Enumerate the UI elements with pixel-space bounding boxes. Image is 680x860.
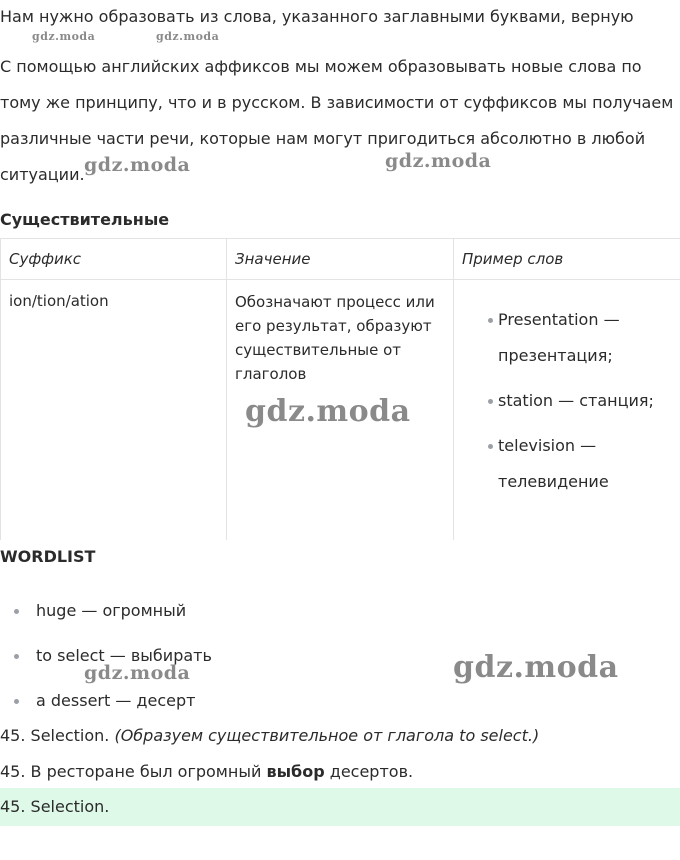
intro-paragraph: С помощью английских аффиксов мы можем образовывать новые слова по тому же принципу, что и в русском. В зависимости от суффиксов мы получаем различные части речи, которые нам могут пригодиться абсолютно в любой ситуации. <box>0 57 674 184</box>
list-item: station — станция; <box>462 383 672 419</box>
list-item: huge — огромный <box>0 593 400 638</box>
wordlist-heading: WORDLIST <box>0 547 96 566</box>
list-item: a dessert — десерт <box>0 683 400 728</box>
watermark: gdz.moda <box>453 650 619 685</box>
answer-prefix: 45. Selection. <box>0 726 110 745</box>
intro-cut-line <box>0 26 250 48</box>
answer-sentence-end: десертов. <box>324 762 414 781</box>
watermark: gdz.moda <box>32 30 96 43</box>
watermark: gdz.moda <box>156 30 220 43</box>
answer-explanation <box>0 726 539 745</box>
answer-keyword: выбор <box>266 762 325 781</box>
table-header-meaning: Значение <box>227 239 454 280</box>
list-item: Presentation — презентация; <box>462 302 648 374</box>
intro-first-line: Нам нужно образовать из слова, указанного заглавными буквами, верную <box>0 7 634 26</box>
list-item: to select — выбирать <box>0 638 400 683</box>
answer-note: (Образуем существительное от глагола to select.) <box>114 726 540 745</box>
table-cell-examples <box>454 280 680 541</box>
list-item: television — телевидение <box>462 428 628 500</box>
table-cell-suffix: ion/tion/ation <box>1 280 227 541</box>
table-header-examples: Пример слов <box>454 239 680 280</box>
table-header-suffix: Суффикс <box>1 239 227 280</box>
watermark: gdz.moda <box>245 394 411 429</box>
watermark: gdz.moda <box>84 154 191 176</box>
answer-sentence-start: 45. В ресторане был огромный <box>0 762 267 781</box>
final-answer: 45. Selection. <box>0 788 680 826</box>
wordlist <box>0 593 400 728</box>
watermark: gdz.moda <box>385 150 492 172</box>
answer-sentence <box>0 762 413 781</box>
watermark: gdz.moda <box>84 662 191 684</box>
section-heading-nouns: Существительные <box>0 210 170 229</box>
suffix-table <box>0 238 680 540</box>
meaning-text: Обозначают процесс или его результат, образуют существительные от глаголов <box>235 293 435 383</box>
